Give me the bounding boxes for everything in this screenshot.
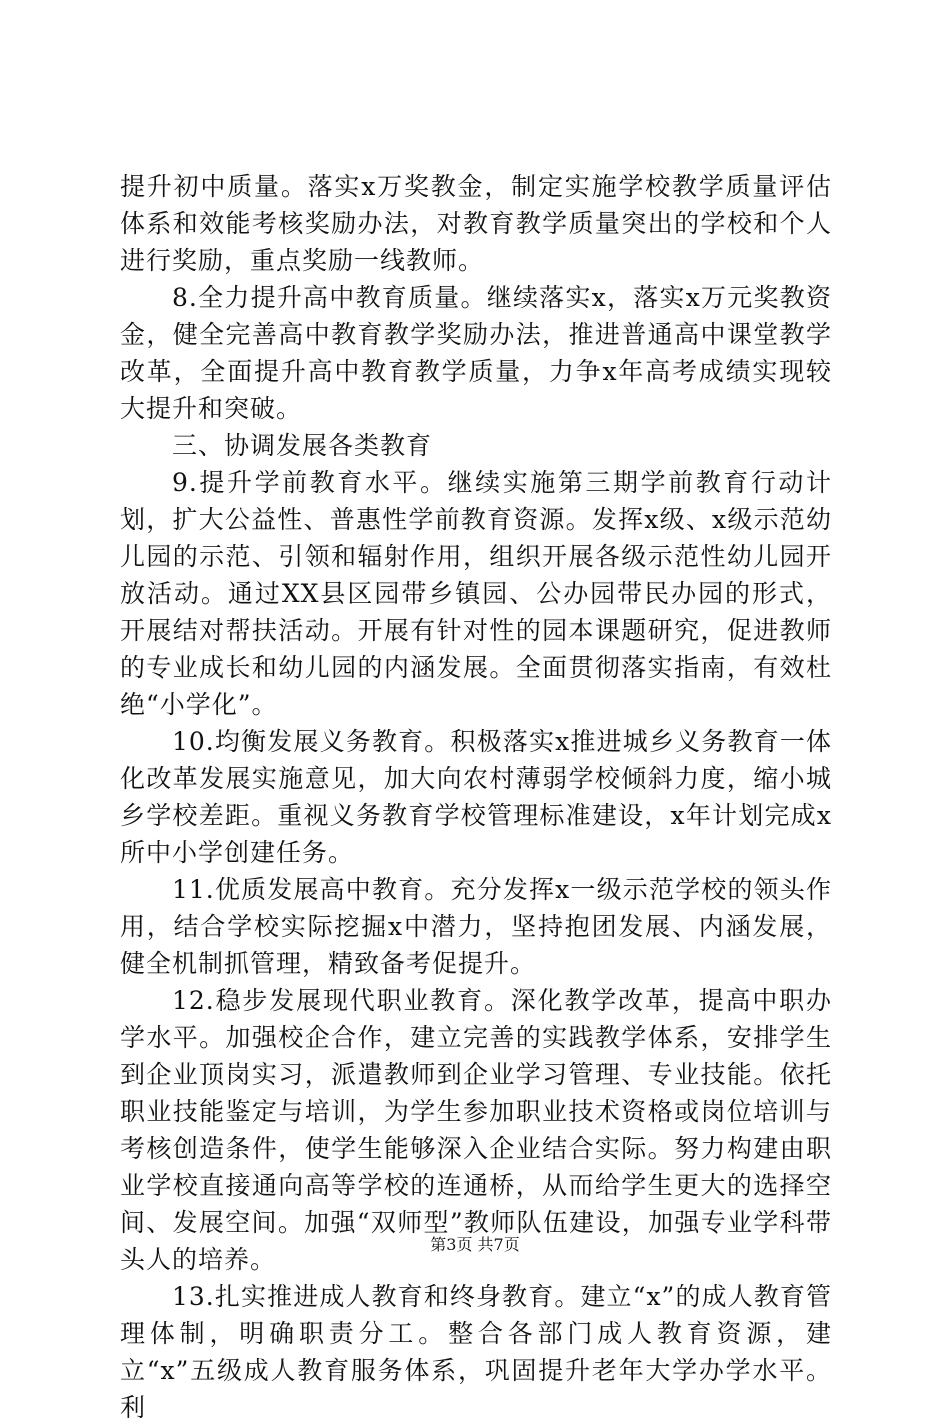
paragraph-item-10: 10.均衡发展义务教育。积极落实x推进城乡义务教育一体化改革发展实施意见，加大向农村薄弱学校倾斜力度，缩小城乡学校差距。重视义务教育学校管理标准建设，x年计划完成x所中小学创建任务。 xyxy=(120,727,832,867)
paragraph-item-8: 8.全力提升高中教育质量。继续落实x，落实x万元奖教资金，健全完善高中教育教学奖励办法，推进普通高中课堂教学改革，全面提升高中教育教学质量，力争x年高考成绩实现较大提升和突破。 xyxy=(120,283,832,423)
paragraph-item-12: 12.稳步发展现代职业教育。深化教学改革，提高中职办学水平。加强校企合作，建立完善的实践教学体系，安排学生到企业顶岗实习，派遣教师到企业学习管理、专业技能。依托职业技能鉴定与培训，为学生参加职业技术资格或岗位培训与考核创造条件，使学生能够深入企业结合实际。努力构建由职业学校直接通向高等学校的连通桥，从而给学生更大的选择空间、发展空间。加强“双师型”教师队伍建设，加强专业学科带头人的培养。 xyxy=(120,986,832,1274)
page-number-footer: 第3页 共7页 xyxy=(430,1235,520,1254)
paragraph-item-11: 11.优质发展高中教育。充分发挥x一级示范学校的领头作用，结合学校实际挖掘x中潜力，坚持抱团发展、内涵发展，健全机制抓管理，精致备考促提升。 xyxy=(120,875,832,978)
paragraph-continued: 提升初中质量。落实x万奖教金，制定实施学校教学质量评估体系和效能考核奖励办法，对教育教学质量突出的学校和个人进行奖励，重点奖励一线教师。 xyxy=(120,172,832,275)
paragraph-item-9: 9.提升学前教育水平。继续实施第三期学前教育行动计划，扩大公益性、普惠性学前教育资源。发挥x级、x级示范幼儿园的示范、引领和辐射作用，组织开展各级示范性幼儿园开放活动。通过XX县区园带乡镇园、公办园带民办园的形式，开展结对帮扶活动。开展有针对性的园本课题研究，促进教师的专业成长和幼儿园的内涵发展。全面贯彻落实指南，有效杜绝“小学化”。 xyxy=(120,468,832,719)
paragraph-item-13: 13.扎实推进成人教育和终身教育。建立“x”的成人教育管理体制，明确职责分工。整合各部门成人教育资源，建立“x”五级成人教育服务体系，巩固提升老年大学办学水平。利 xyxy=(120,1282,832,1422)
section-heading-3: 三、协调发展各类教育 xyxy=(172,431,433,460)
